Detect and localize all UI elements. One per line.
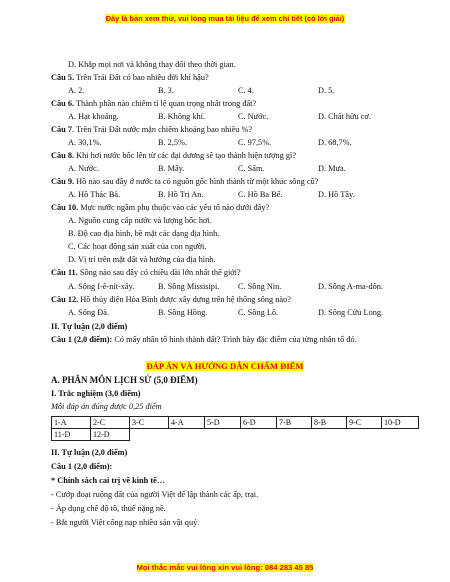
essay-question-1: Câu 1 (2,0 điểm): Có mấy nhân tố hình thành đất? Trình bày đặc điểm của từng nhân tố đó. <box>51 335 357 344</box>
question-12: Câu 12. Hồ thủy điện Hòa Bình được xây dựng trên hệ thống sông nào? <box>51 295 291 304</box>
essay-answer-q1: Câu 1 (2,0 điểm): <box>51 462 113 471</box>
q10-a: A. Nguồn cung cấp nước và lượng bốc hơi. <box>68 216 212 225</box>
q12-a: A. Sông Đà. <box>68 308 110 317</box>
answer-row-1 <box>52 417 419 429</box>
q6-d: D. Chất hữu cơ. <box>318 112 371 121</box>
part2-heading: II. Tự luận (2,0 điểm) <box>51 322 128 331</box>
q8-d: D. Mưa. <box>318 164 346 173</box>
q6-a: A. Hạt khoáng. <box>68 112 119 121</box>
q11-c: C. Sông Nin. <box>238 282 282 291</box>
q9-b: B. Hồ Trị An. <box>158 190 204 199</box>
q12-c: C. Sông Lô. <box>238 308 279 317</box>
q5-b: B. 3. <box>158 86 174 95</box>
answer-cell: 9-C <box>347 417 382 429</box>
answer-cell: 4-A <box>169 417 205 429</box>
q10-c: C. Các hoạt động sản xuất của con người. <box>68 242 207 251</box>
q11-b: B. Sông Missisipi. <box>158 282 220 291</box>
q7-a: A. 30,1%. <box>68 138 102 147</box>
q7-options <box>68 138 408 148</box>
q9-a: A. Hồ Thác Bà. <box>68 190 121 199</box>
answer-cell: 8-B <box>312 417 347 429</box>
q10-b: B. Độ cao địa hình, bề mặt các dạng địa hình. <box>68 229 220 238</box>
mc-scoring-note: Mỗi đáp án đúng được 0,25 điểm <box>51 402 162 411</box>
answer-table <box>51 416 419 441</box>
question-11: Câu 11. Sông nào sau đây có chiều dài lớn nhất thế giới? <box>51 268 241 277</box>
answer-row-2 <box>52 429 419 441</box>
header-banner: Đây là bản xem thử, vui lòng mua tài liệu để xem chi tiết (có lời giải) <box>105 14 345 23</box>
answer-cell: 6-D <box>241 417 277 429</box>
answer-cell: 10-D <box>382 417 419 429</box>
q11-options <box>68 282 408 292</box>
q11-d: D. Sông A-ma-dôn. <box>318 282 383 291</box>
policy-item: - Áp dụng chế độ tô, thuế nặng nề. <box>51 504 166 513</box>
q8-b: B. Mây. <box>158 164 185 173</box>
policy-item: - Bắt người Việt cống nạp nhiều sản vật quý. <box>51 518 200 527</box>
answer-cell: 1-A <box>52 417 91 429</box>
q5-c: C. 4. <box>238 86 254 95</box>
q6-b: B. Không khí. <box>158 112 206 121</box>
question-10: Câu 10. Mực nước ngầm phụ thuộc vào các yếu tố nào dưới đây? <box>51 203 270 212</box>
answer-cell: 11-D <box>52 429 91 441</box>
q5-a: A. 2. <box>68 86 85 95</box>
q5-d: D. 5. <box>318 86 335 95</box>
question-6: Câu 6. Thành phần nào chiếm tỉ lệ quan trọng nhất trong đất? <box>51 99 257 108</box>
answer-cell: 5-D <box>205 417 241 429</box>
q7-b: B. 2,5%. <box>158 138 188 147</box>
q9-c: C. Hồ Ba Bể. <box>238 190 283 199</box>
answer-cell: 7-B <box>277 417 312 429</box>
q9-options <box>68 190 408 200</box>
q8-c: C. Sấm. <box>238 164 265 173</box>
q6-c: C. Nước. <box>238 112 269 121</box>
q12-options <box>68 308 408 318</box>
question-7: Câu 7. Trên Trái Đất nước mặn chiếm khoảng bao nhiêu %? <box>51 125 253 134</box>
section-a-heading: A. PHÂN MÔN LỊCH SỬ (5,0 ĐIỂM) <box>51 375 198 385</box>
answer-cell: 2-C <box>91 417 130 429</box>
question-9: Câu 9. Hồ nào sau đây ở nước ta có nguồn gốc hình thành từ một khúc sông cũ? <box>51 177 319 186</box>
question-5: Câu 5. Trên Trái Đất có bao nhiêu đới khí hậu? <box>51 73 209 82</box>
q6-options <box>68 112 408 122</box>
mc-heading: I. Trắc nghiệm (3,0 điểm) <box>51 389 141 398</box>
q11-a: A. Sông I-ê-nít-xây. <box>68 282 135 291</box>
q12-b: B. Sông Hồng. <box>158 308 208 317</box>
question-8: Câu 8. Khi hơi nước bốc lên từ các đại dương sẽ tạo thành hiện tượng gì? <box>51 151 296 160</box>
q7-c: C. 97,5%. <box>238 138 272 147</box>
q4-option-d: D. Khắp mọi nơi và không thay đổi theo thời gian. <box>68 60 236 69</box>
essay-heading: II. Tự luận (2,0 điểm) <box>51 448 128 457</box>
policy-heading: * Chính sách cai trị về kinh tế… <box>51 476 166 485</box>
q8-options <box>68 164 408 174</box>
q8-a: A. Nước. <box>68 164 99 173</box>
q12-d: D. Sông Cửu Long. <box>318 308 384 317</box>
policy-item: - Cướp đoạt ruộng đất của người Việt để lập thành các ấp, trại. <box>51 490 259 499</box>
answer-cell: 3-C <box>130 417 169 429</box>
q9-d: D. Hồ Tây. <box>318 190 355 199</box>
answer-cell: 12-D <box>91 429 130 441</box>
q7-d: D. 68,7%. <box>318 138 352 147</box>
answer-key-title: ĐÁP ÁN VÀ HƯỚNG DẪN CHẤM ĐIỂM <box>146 361 304 371</box>
q10-d: D. Vị trí trên mặt đất và hướng của địa hình. <box>68 255 216 264</box>
q5-options <box>68 86 408 96</box>
footer-banner: Mọi thắc mắc vui lòng xin vui lòng: 084 283 45 85 <box>136 563 314 572</box>
